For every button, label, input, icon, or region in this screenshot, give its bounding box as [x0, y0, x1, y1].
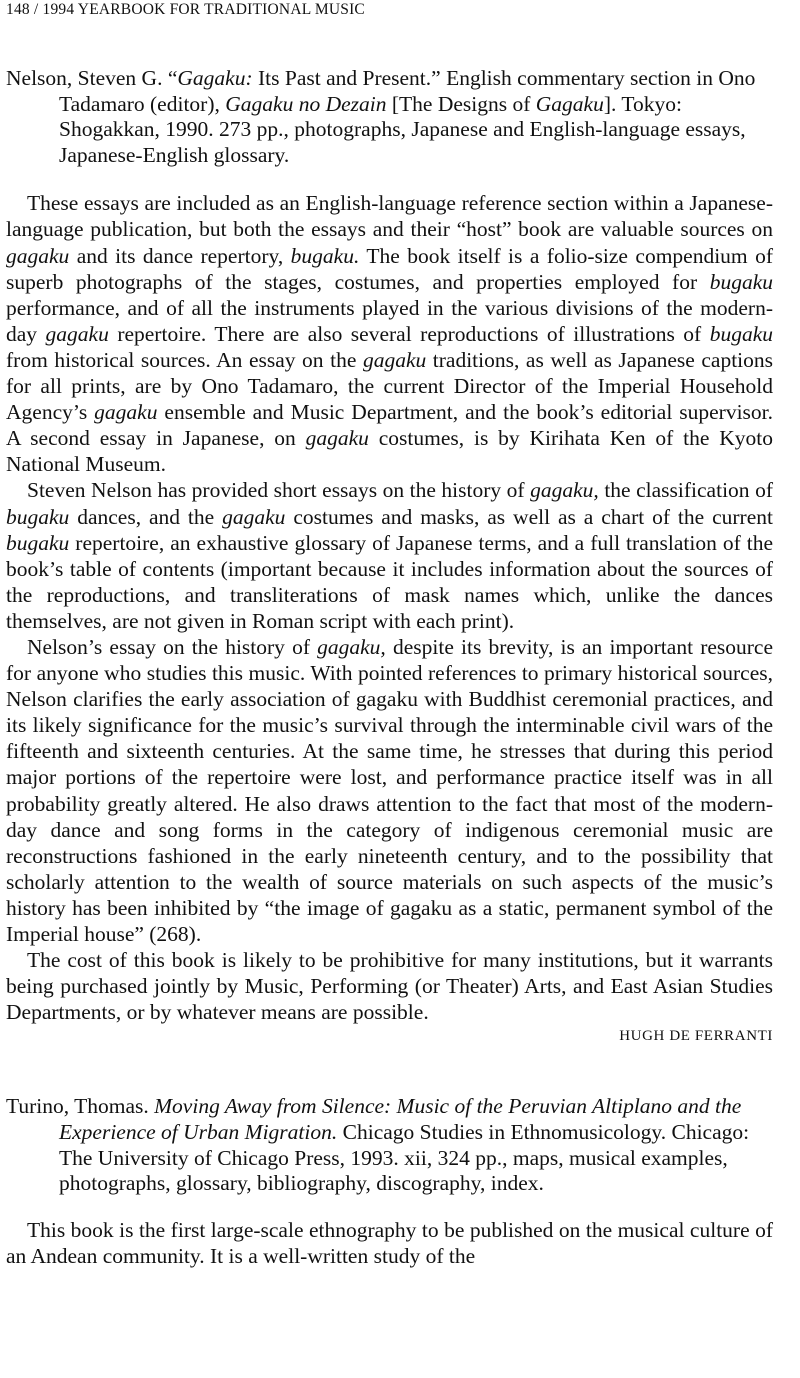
- review-turino-moving-away-from-silence: [6, 1094, 773, 1269]
- review-nelson-gagaku: [6, 66, 773, 1047]
- paragraph: This book is the first large-scale ethnography to be published on the musical culture of an Andean community. It is a well-written study of the: [6, 1217, 773, 1268]
- running-head: 148 / 1994 YEARBOOK FOR TRADITIONAL MUSIC: [6, 1, 365, 18]
- review-body: [6, 1217, 773, 1269]
- paragraph: Steven Nelson has provided short essays on the history of gagaku, the classification of bugaku dances, and the gagaku costumes and masks, as well as a chart of the current bugaku repertoire, an exhaustive glossary of Japanese terms, and a full translation of the book’s table of contents (important because it includes information about the sources of the reproductions, and transliterations of mask names which, unlike the dances themselves, are not given in Roman script with each print).: [6, 478, 773, 633]
- citation: Nelson, Steven G. “Gagaku: Its Past and Present.” English commentary section in Ono Tadamaro (editor), Gagaku no Dezain [The Designs of Gagaku]. Tokyo: Shogakkan, 1990. 273 pp., photographs, Japanese and English-language essays, Japanese-English glossary.: [6, 66, 756, 167]
- paragraph: These essays are included as an English-language reference section within a Japanese-language publication, but both the essays and their “host” book are valuable sources on gagaku and its dance repertory, bugaku. The book itself is a folio-size compendium of superb photographs of the stages, costumes, and properties employed for bugaku performance, and of all the instruments played in the various divisions of the modern-day gagaku repertoire. There are also several reproductions of illustrations of bugaku from historical sources. An essay on the gagaku traditions, as well as Japanese captions for all prints, are by Ono Tadamaro, the current Director of the Imperial Household Agency’s gagaku ensemble and Music Department, and the book’s editorial supervisor. A second essay in Japanese, on gagaku costumes, is by Kirihata Ken of the Kyoto National Museum.: [6, 191, 774, 477]
- paragraph: The cost of this book is likely to be prohibitive for many institutions, but it warrants being purchased jointly by Music, Performing (or Theater) Arts, and East Asian Studies Departments, or by whatever means are possible.: [6, 948, 773, 1025]
- paragraph: Nelson’s essay on the history of gagaku, despite its brevity, is an important resource for anyone who studies this music. With pointed references to primary historical sources, Nelson clarifies the early association of gagaku with Buddhist ceremonial practices, and its likely significance for the music’s survival through the interminable civil wars of the fifteenth and sixteenth centuries. At the same time, he stresses that during this period major portions of the repertoire were lost, and performance practice itself was in all probability greatly altered. He also draws attention to the fact that most of the modern-day dance and song forms in the category of indigenous ceremonial music are reconstructions fashioned in the early nineteenth century, and to the possibility that scholarly attention to the wealth of source materials on such aspects of the music’s history has been inhibited by “the image of gagaku as a static, permanent symbol of the Imperial house” (268).: [6, 634, 774, 946]
- reviewer-signature: HUGH DE FERRANTI: [619, 1028, 773, 1045]
- review-body: [6, 190, 773, 1025]
- citation: Turino, Thomas. Moving Away from Silence: Music of the Peruvian Altiplano and the Experience of Urban Migration. Chicago Studies in Ethnomusicology. Chicago: The University of Chicago Press, 1993. xii, 324 pp., maps, musical examples, photographs, glossary, bibliography, discography, index.: [6, 1094, 750, 1196]
